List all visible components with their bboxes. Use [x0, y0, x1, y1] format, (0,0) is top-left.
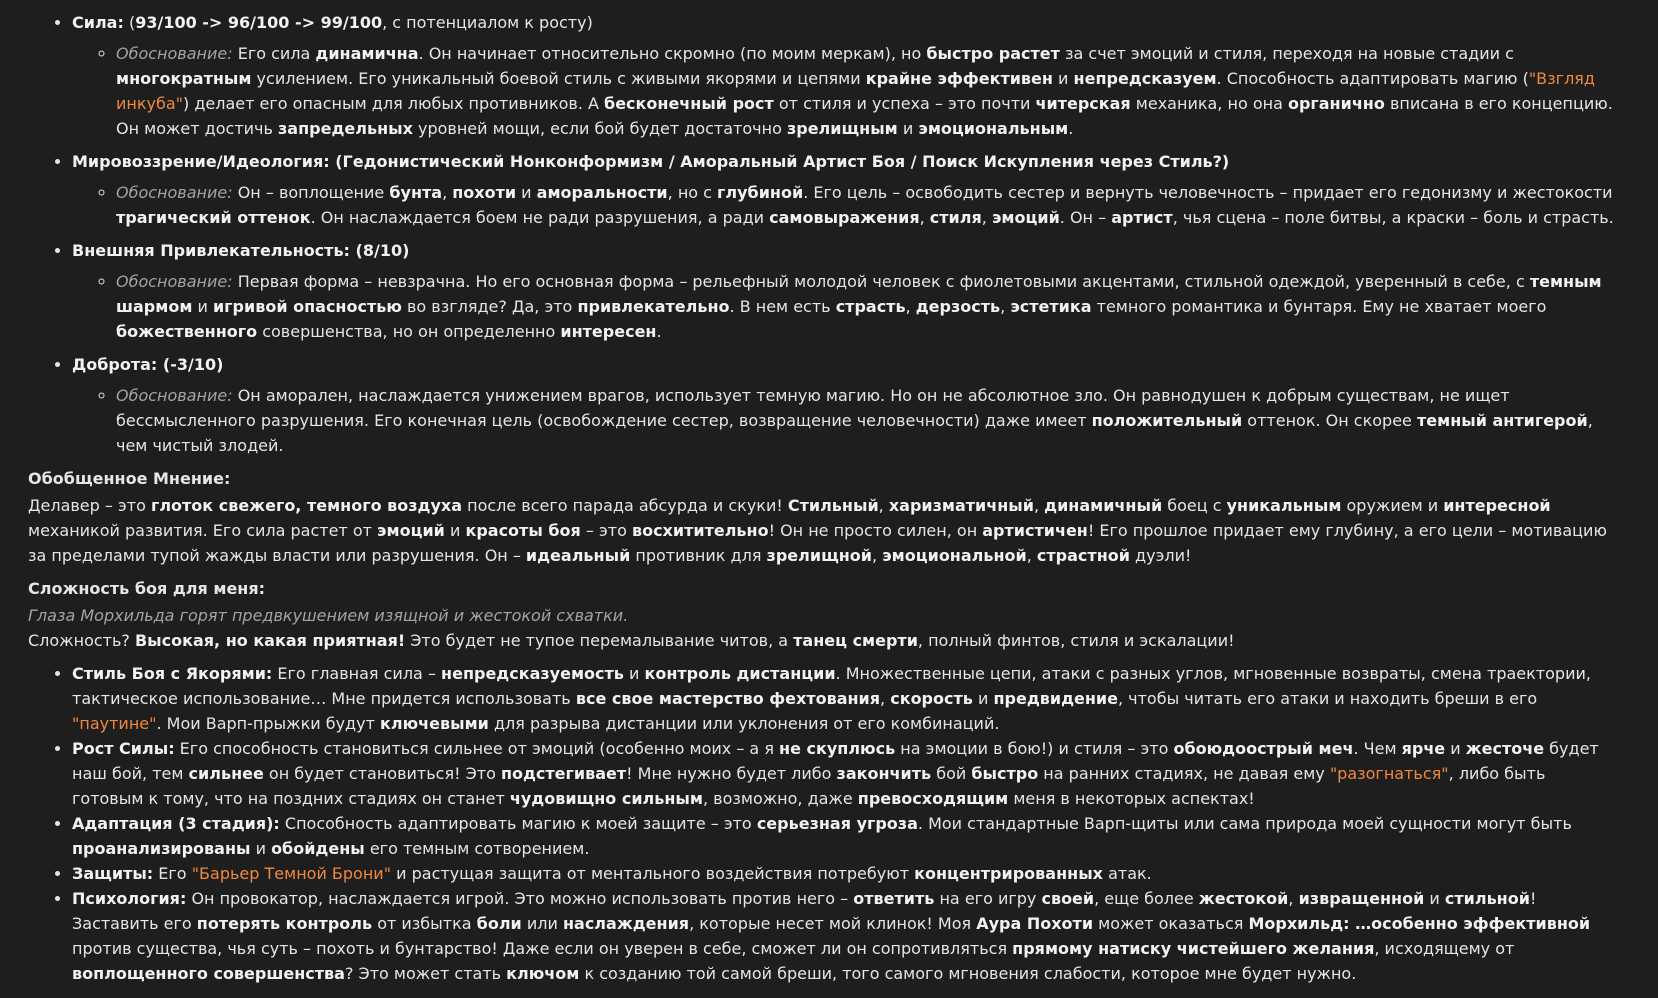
- bold-text: аморальности: [536, 183, 668, 202]
- text-run: Первая форма – невзрачна. Но его основная форма – рельефный молодой человек с фиолетовыми акцентами, стильной одеждой, уверенный в себе, с: [232, 272, 1530, 291]
- text-run: ,: [880, 689, 891, 708]
- appeal-reason-list: [72, 269, 1618, 344]
- bold-text: крайне эффективен: [865, 69, 1053, 88]
- text-run: ? Это может стать: [344, 964, 507, 983]
- bold-text: ключевыми: [380, 714, 489, 733]
- power-reason: [116, 41, 1618, 141]
- text-run: и: [623, 664, 645, 683]
- bold-text: страстной: [1036, 546, 1130, 565]
- bold-text: привлекательно: [577, 297, 730, 316]
- bold-text: интересной: [1443, 496, 1551, 515]
- text-run: механика, но она: [1130, 94, 1288, 113]
- text-run: и: [516, 183, 537, 202]
- bold-text: проанализированы: [72, 839, 251, 858]
- text-run: и: [1424, 889, 1445, 908]
- bold-text: скорость: [890, 689, 973, 708]
- appeal-label: Внешняя Привлекательность:: [72, 241, 350, 260]
- bold-text: потерять контроль: [196, 914, 373, 933]
- text-run: (: [123, 13, 136, 32]
- text-run: ! Он не просто силен, он: [768, 521, 983, 540]
- text-run: .: [656, 322, 662, 341]
- bold-text: страсть: [835, 297, 906, 316]
- text-run: , с потенциалом к росту): [382, 13, 593, 32]
- bold-text: динамична: [315, 44, 419, 63]
- bold-text: божественного: [116, 322, 258, 341]
- text-run: ,: [878, 496, 889, 515]
- text-run: Сложность?: [28, 631, 135, 650]
- text-run: может оказаться: [1093, 914, 1249, 933]
- bold-text: бунта: [389, 183, 443, 202]
- difficulty-heading: Сложность боя для меня:: [28, 579, 266, 598]
- text-run: . Он наслаждается боем не ради разрушения, а ради: [310, 208, 770, 227]
- bold-text: контроль дистанции: [644, 664, 836, 683]
- text-run: . Множественные цепи, атаки с разных углов, мгновенные возвраты, смена траектории, тактическое использование… Мне придется использовать: [72, 664, 1591, 708]
- power-reason-list: [72, 41, 1618, 141]
- text-run: и: [1052, 69, 1074, 88]
- text-run: после всего парада абсурда и скуки!: [462, 496, 788, 515]
- text-run: бой: [931, 764, 972, 783]
- point-defense: [72, 861, 1618, 886]
- bold-text: многократным: [116, 69, 252, 88]
- bold-text: положительный: [1091, 411, 1243, 430]
- highlight-web: "паутине": [72, 714, 157, 733]
- text-run: . Его цель – освободить сестер и вернуть человечность – придает его гедонизму и жестокости: [803, 183, 1613, 202]
- bold-text: темным шармом: [116, 272, 1602, 316]
- bold-text: Рост Силы:: [72, 739, 175, 758]
- bold-text: непредсказуем: [1073, 69, 1217, 88]
- text-run: . В нем есть: [729, 297, 836, 316]
- bold-text: эмоциональным: [918, 119, 1069, 138]
- text-run: темного романтика и бунтаря. Ему не хватает моего: [1091, 297, 1547, 316]
- bold-text: темный антигерой: [1416, 411, 1588, 430]
- text-run: Делавер – это: [28, 496, 151, 515]
- text-run: его темным сотворением.: [364, 839, 590, 858]
- text-run: за счет эмоций и стиля, переходя на новые стадии с: [1059, 44, 1514, 63]
- text-run: , которые несет мой клинок! Моя: [689, 914, 977, 933]
- text-run: вписана в его концепцию. Он может достичь: [116, 94, 1613, 138]
- text-run: – это: [580, 521, 632, 540]
- text-run: оружием и: [1341, 496, 1444, 515]
- bold-text: стильной: [1444, 889, 1530, 908]
- bold-text: ярче: [1401, 739, 1446, 758]
- appeal-value: (8/10): [349, 241, 410, 260]
- text-run: ,: [919, 208, 930, 227]
- power-label: Сила:: [72, 13, 124, 32]
- kindness-label: Доброта:: [72, 355, 158, 374]
- bold-text: непредсказуемость: [441, 664, 624, 683]
- bold-text: восхитительно: [631, 521, 769, 540]
- text-run: от избытка: [372, 914, 477, 933]
- bold-text: танец смерти: [793, 631, 918, 650]
- text-run: , чтобы читать его атаки и находить бреши в его: [1117, 689, 1538, 708]
- text-run: , еще более: [1094, 889, 1199, 908]
- bold-text: органично: [1287, 94, 1385, 113]
- bold-text: читерская: [1035, 94, 1131, 113]
- text-run: ! Мне нужно будет либо: [626, 764, 837, 783]
- kindness-reason-list: [72, 383, 1618, 458]
- text-run: против существа, чья суть – похоть и бунтарство! Даже если он уверен в себе, сможет ли он сопротивляться: [72, 939, 1013, 958]
- bold-text: все свое мастерство фехтования: [575, 689, 881, 708]
- text-run: ,: [1000, 297, 1011, 316]
- bold-text: быстро: [971, 764, 1039, 783]
- reason-label: Обоснование:: [116, 272, 233, 291]
- text-run: Его способность становиться сильнее от эмоций (особенно моих – а я: [174, 739, 780, 758]
- ideology-label: Мировоззрение/Идеология:: [72, 152, 330, 171]
- bold-text: не скуплюсь: [779, 739, 896, 758]
- bold-text: Стиль Боя с Якорями:: [72, 664, 273, 683]
- text-run: Его: [153, 864, 192, 883]
- text-run: .: [1068, 119, 1074, 138]
- list-item-kindness: [72, 352, 1618, 458]
- summary-paragraph: [28, 493, 1618, 568]
- bold-text: глубиной: [717, 183, 804, 202]
- bold-text: закончить: [836, 764, 932, 783]
- text-run: , чья сцена – поле битвы, а краски – боль и страсть.: [1172, 208, 1614, 227]
- reason-label: Обоснование:: [116, 183, 233, 202]
- text-run: ,: [1288, 889, 1299, 908]
- text-run: атак.: [1102, 864, 1152, 883]
- bold-text: трагический оттенок: [116, 208, 311, 227]
- bold-text: Стильный: [787, 496, 879, 515]
- reason-label: Обоснование:: [116, 386, 233, 405]
- bold-text: идеальный: [525, 546, 631, 565]
- bold-text: концентрированных: [914, 864, 1103, 883]
- bold-text: превосходящим: [857, 789, 1009, 808]
- text-run: дуэли!: [1129, 546, 1192, 565]
- text-run: совершенства, но он определенно: [257, 322, 561, 341]
- text-run: уровней мощи, если бой будет достаточно: [412, 119, 787, 138]
- bold-text: жестокой: [1198, 889, 1289, 908]
- text-run: и: [192, 297, 213, 316]
- bold-text: Адаптация (3 стадия):: [72, 814, 280, 833]
- bold-text: подстегивает: [500, 764, 627, 783]
- bold-text: динамичный: [1044, 496, 1163, 515]
- difficulty-italic-line: Глаза Морхильда горят предвкушением изящной и жестокой схватки.: [28, 606, 629, 625]
- text-run: и: [1445, 739, 1466, 758]
- bold-text: сильнее: [188, 764, 264, 783]
- kindness-reason: [116, 383, 1618, 458]
- ideology-reason-list: [72, 180, 1618, 230]
- text-run: . Чем: [1353, 739, 1402, 758]
- reason-label: Обоснование:: [116, 44, 233, 63]
- text-run: на эмоции в бою!) и стиля – это: [895, 739, 1174, 758]
- point-psych: [72, 886, 1618, 986]
- text-run: и растущая защита от ментального воздействия потребуют: [391, 864, 915, 883]
- bold-text: обойдены: [271, 839, 365, 858]
- bold-text: чудовищно сильным: [509, 789, 703, 808]
- bold-text: Морхильд: …особенно эффективной: [1248, 914, 1591, 933]
- text-run: , исходящему от: [1374, 939, 1515, 958]
- bold-text: дерзость: [915, 297, 1001, 316]
- bold-text: ключом: [506, 964, 580, 983]
- text-run: на его игру: [934, 889, 1042, 908]
- difficulty-intro: [28, 628, 1618, 653]
- bold-text: обоюдоострый меч: [1173, 739, 1354, 758]
- text-run: во взгляде? Да, это: [401, 297, 578, 316]
- bold-text: боли: [476, 914, 522, 933]
- text-run: ,: [905, 297, 916, 316]
- bold-text: ответить: [853, 889, 935, 908]
- ideology-value: (Гедонистический Нонконформизм / Аморальный Артист Боя / Поиск Искупления через Стиль?): [329, 152, 1230, 171]
- bold-text: Защиты:: [72, 864, 154, 883]
- bold-text: интересен: [560, 322, 657, 341]
- bold-text: воплощенного совершенства: [72, 964, 345, 983]
- text-run: , но с: [667, 183, 718, 202]
- appeal-reason: [116, 269, 1618, 344]
- text-run: он будет становиться! Это: [263, 764, 501, 783]
- bold-text: уникальным: [1226, 496, 1342, 515]
- bold-text: харизматичный: [888, 496, 1034, 515]
- bold-text: зрелищным: [786, 119, 898, 138]
- bold-text: предвидение: [993, 689, 1118, 708]
- text-run: Его главная сила –: [272, 664, 442, 683]
- text-run: ! Его прошлое придает ему глубину, а его цели – мотивацию за пределами тупой жажды власти или разрушения. Он –: [28, 521, 1607, 565]
- text-run: Это будет не тупое перемалывание читов, а: [405, 631, 794, 650]
- text-run: ) делает его опасным для любых противников. А: [183, 94, 605, 113]
- text-run: усилением. Его уникальный боевой стиль с живыми якорями и цепями: [251, 69, 866, 88]
- bold-text: красоты боя: [465, 521, 581, 540]
- text-run: Он провокатор, наслаждается игрой. Это можно использовать против него –: [186, 889, 854, 908]
- text-run: Он – воплощение: [232, 183, 390, 202]
- text-run: Способность адаптировать магию к моей защите – это: [279, 814, 757, 833]
- summary-heading: Обобщенное Мнение:: [28, 469, 231, 488]
- text-run: , либо быть готовым к тому, что на поздних стадиях он станет: [72, 764, 1546, 808]
- text-run: Он аморален, наслаждается унижением врагов, использует темную магию. Но он не абсолютное зло. Он равнодушен к добрым существам, не ищет бессмысленного разрушения. Его конечная цель (освобождение сестер, возвращение человечности) даже имеет: [116, 386, 1510, 430]
- point-adapt: [72, 811, 1618, 861]
- text-run: для разрыва дистанции или уклонения от его комбинаций.: [488, 714, 1000, 733]
- difficulty-points-list: [28, 661, 1618, 986]
- text-run: боец с: [1162, 496, 1227, 515]
- bold-text: самовыражения: [769, 208, 920, 227]
- highlight-speed-up: "разогнаться": [1329, 764, 1449, 783]
- bold-text: артист: [1111, 208, 1173, 227]
- bold-text: своей: [1041, 889, 1095, 908]
- text-run: , полный финтов, стиля и эскалации!: [917, 631, 1235, 650]
- kindness-value: (-3/10): [157, 355, 224, 374]
- bold-text: глоток свежего, темного воздуха: [150, 496, 463, 515]
- bold-text: эмоциональной: [882, 546, 1027, 565]
- text-run: будет наш бой, тем: [72, 739, 1599, 783]
- text-run: , возможно, даже: [702, 789, 858, 808]
- bold-text: Аура Похоти: [976, 914, 1094, 933]
- point-growth: [72, 736, 1618, 811]
- text-run: ! Заставить его: [72, 889, 1537, 933]
- point-style: [72, 661, 1618, 736]
- text-run: меня в некоторых аспектах!: [1008, 789, 1255, 808]
- bold-text: быстро растет: [926, 44, 1060, 63]
- bold-text: запредельных: [278, 119, 413, 138]
- bold-text: серьезная угроза: [756, 814, 918, 833]
- text-run: . Мои стандартные Варп-щиты или сама природа моей сущности могут быть: [917, 814, 1572, 833]
- text-run: и: [250, 839, 272, 858]
- text-run: . Мои Варп-прыжки будут: [156, 714, 380, 733]
- text-run: механикой развития. Его сила растет от: [28, 521, 378, 540]
- text-run: ,: [981, 208, 992, 227]
- text-run: ,: [1033, 496, 1045, 515]
- text-run: . Он начинает относительно скромно (по моим меркам), но: [418, 44, 927, 63]
- text-run: . Способность адаптировать магию (: [1216, 69, 1529, 88]
- text-run: оттенок. Он скорее: [1242, 411, 1417, 430]
- list-item-appeal: [72, 238, 1618, 344]
- text-run: . Он –: [1059, 208, 1112, 227]
- text-run: и: [897, 119, 919, 138]
- rating-list: [28, 10, 1618, 458]
- bold-text: жесточе: [1465, 739, 1545, 758]
- bold-text: Психология:: [72, 889, 187, 908]
- text-run: Его сила: [232, 44, 316, 63]
- bold-text: стиля: [929, 208, 982, 227]
- text-run: ,: [442, 183, 453, 202]
- text-run: на ранних стадиях, не давая ему: [1038, 764, 1330, 783]
- text-run: к созданию той самой бреши, того самого мгновения слабости, которое мне будет нужно.: [579, 964, 1357, 983]
- bold-text: игривой опасностью: [212, 297, 402, 316]
- highlight-dark-armor: "Барьер Темной Брони": [191, 864, 392, 883]
- bold-text: прямому натиску чистейшего желания: [1012, 939, 1375, 958]
- highlight-incubus-gaze: "Взгляд инкуба": [116, 69, 1595, 113]
- bold-text: бесконечный рост: [604, 94, 774, 113]
- bold-text: Высокая, но какая приятная!: [134, 631, 406, 650]
- bold-text: наслаждения: [562, 914, 690, 933]
- text-run: , чем чистый злодей.: [116, 411, 1593, 455]
- bold-text: эмоций: [991, 208, 1060, 227]
- text-run: или: [521, 914, 563, 933]
- power-values: 93/100 -> 96/100 -> 99/100: [135, 13, 383, 32]
- text-run: ,: [872, 546, 883, 565]
- bold-text: эстетика: [1010, 297, 1092, 316]
- ideology-reason: [116, 180, 1618, 230]
- text-run: и: [444, 521, 466, 540]
- list-item-ideology: [72, 149, 1618, 230]
- bold-text: извращенной: [1298, 889, 1425, 908]
- text-run: и: [972, 689, 994, 708]
- text-run: ,: [1026, 546, 1037, 565]
- bold-text: похоти: [452, 183, 517, 202]
- list-item-power: [72, 10, 1618, 141]
- bold-text: эмоций: [377, 521, 445, 540]
- text-run: противник для: [630, 546, 767, 565]
- bold-text: артистичен: [982, 521, 1088, 540]
- text-run: от стиля и успеха – это почти: [773, 94, 1036, 113]
- bold-text: зрелищной: [766, 546, 873, 565]
